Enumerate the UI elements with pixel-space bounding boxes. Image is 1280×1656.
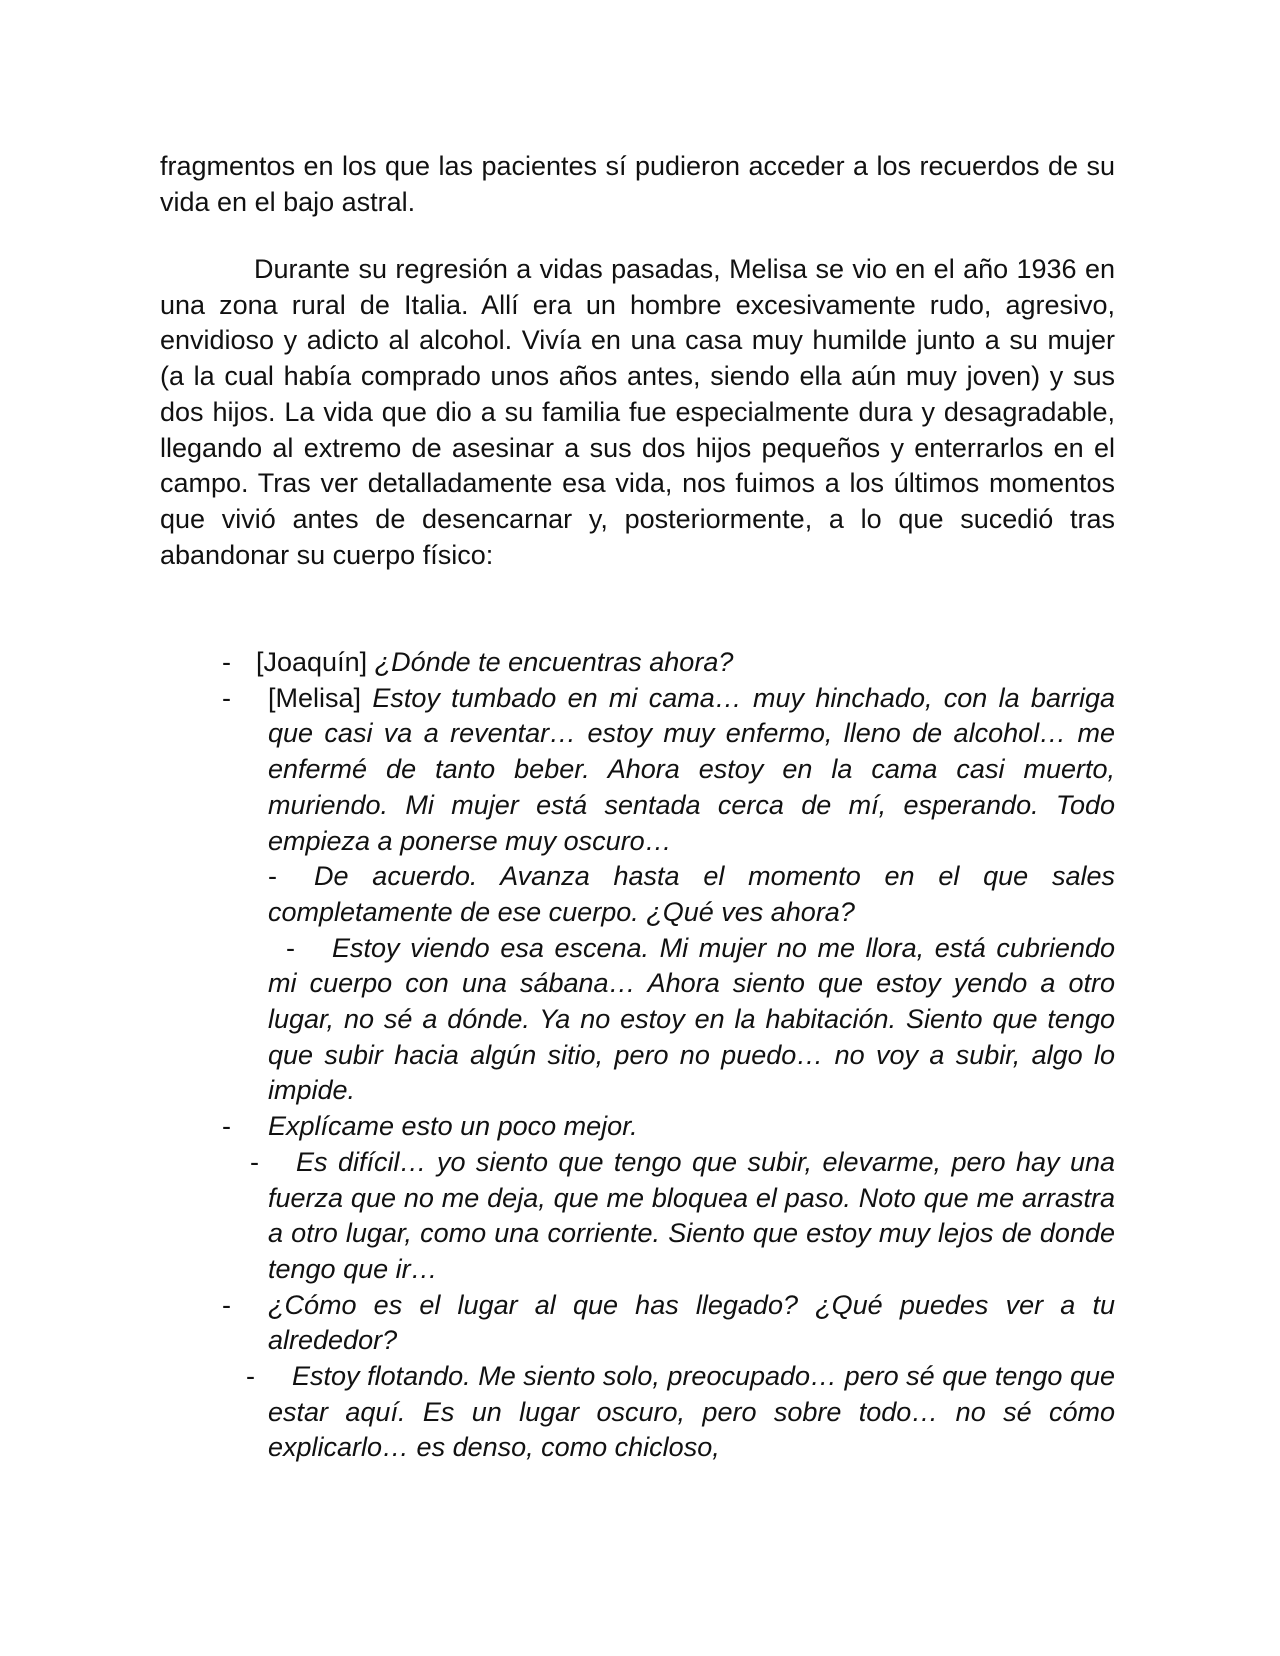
speaker-label: [Joaquín] — [256, 647, 368, 677]
speaker-label: [Melisa] — [268, 682, 362, 713]
dialogue-text: Estoy flotando. Me siento solo, preocupado… pero sé que tengo que estar aquí. Es un lugar oscuro, pero sobre todo… no sé cómo explicarlo… es denso, como chicloso, — [268, 1361, 1115, 1463]
dialogue-text: ¿Cómo es el lugar al que has llegado? ¿Qué puedes ver a tu alrededor? — [268, 1289, 1115, 1356]
list-dash: - — [250, 1146, 259, 1177]
dialogue-text: ¿Dónde te encuentras ahora? — [374, 647, 734, 677]
dialogue-text: Es difícil… yo siento que tengo que subir, elevarme, pero hay una fuerza que no me deja, que me bloquea el paso. Noto que me arrastra a otro lugar, como una corriente. Siento que estoy muy lejos de donde tengo que ir… — [268, 1146, 1115, 1284]
dialogue-item — [0, 1145, 1115, 1288]
dialogue-text: Estoy tumbado en mi cama… muy hinchado, con la barriga que casi va a reventar… estoy muy enfermo, lleno de alcohol… me enfermé de tanto beber. Ahora estoy en la cama casi muerto, muriendo. Mi mujer está sentada cerca de mí, esperando. Todo empieza a ponerse muy oscuro… — [268, 682, 1115, 856]
list-dash: - — [222, 682, 231, 713]
dialogue-item — [0, 681, 1115, 860]
dialogue-item — [0, 645, 1115, 681]
dialogue-text: Explícame esto un poco mejor. — [268, 1111, 638, 1142]
dialogue-item — [0, 859, 1115, 930]
dialogue-item — [0, 1359, 1115, 1466]
list-dash: - — [222, 647, 231, 677]
dialogue-item — [0, 1109, 1115, 1145]
paragraph-melisa-regression: Durante su regresión a vidas pasadas, Melisa se vio en el año 1936 en una zona rural de Italia. Allí era un hombre excesivamente rudo, agresivo, envidioso y adicto al alcohol. Vivía en una casa muy humilde junto a su mujer (a la cual había comprado unos años antes, siendo ella aún muy joven) y sus dos hijos. La vida que dio a su familia fue especialmente dura y desagradable, llegando al extremo de asesinar a sus dos hijos pequeños y enterrarlos en el campo. Tras ver detalladamente esa vida, nos fuimos a los últimos momentos que vivió antes de desencarnar y, posteriormente, a lo que sucedió tras abandonar su cuerpo físico: — [160, 254, 1115, 570]
dialogue-item — [0, 931, 1115, 1110]
list-dash: - — [222, 1289, 231, 1320]
paragraph-intro: fragmentos en los que las pacientes sí pudieron acceder a los recuerdos de su vida en el bajo astral. — [160, 151, 1115, 217]
dialogue-text: Estoy viendo esa escena. Mi mujer no me llora, está cubriendo mi cuerpo con una sábana… Ahora siento que estoy yendo a otro lugar, no sé a dónde. Ya no estoy en la habitación. Siento que tengo que subir hacia algún sitio, pero no puedo… no voy a subir, algo lo impide. — [268, 932, 1115, 1106]
list-dash: - — [286, 932, 295, 963]
list-dash: - — [246, 1361, 255, 1392]
list-dash: - — [268, 861, 277, 892]
dialogue-text: De acuerdo. Avanza hasta el momento en el que sales completamente de ese cuerpo. ¿Qué ves ahora? — [268, 861, 1115, 927]
list-dash: - — [222, 1111, 231, 1142]
dialogue-item — [0, 1288, 1115, 1359]
dialogue-list — [0, 645, 1280, 1466]
